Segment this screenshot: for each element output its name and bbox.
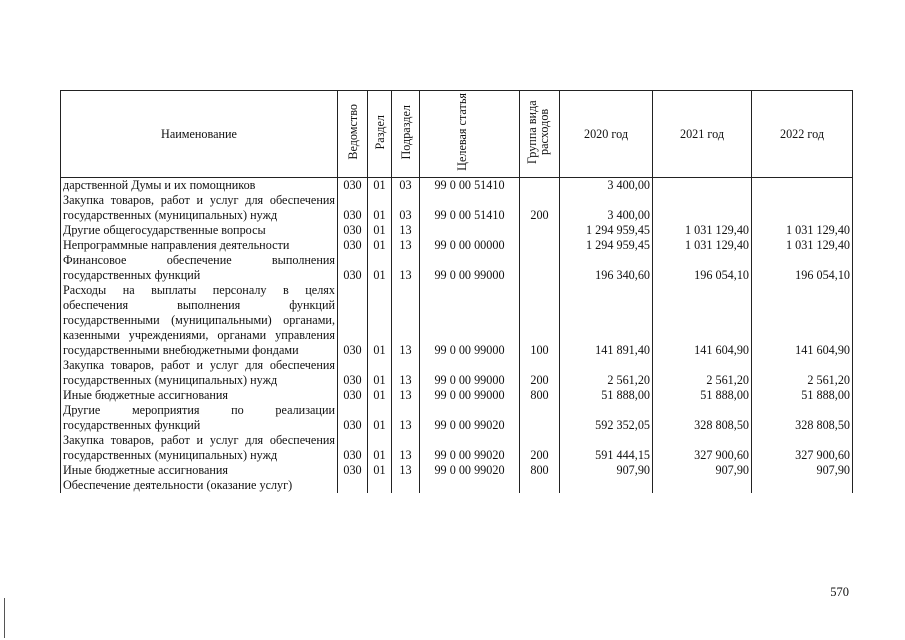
row-group — [520, 223, 560, 238]
row-target: 99 0 00 99020 — [420, 433, 520, 463]
row-section — [368, 478, 392, 493]
row-2022 — [752, 193, 853, 223]
row-2021: 1 031 129,40 — [653, 223, 752, 238]
table-row — [61, 223, 853, 238]
row-subsection: 03 — [392, 178, 420, 194]
row-2021: 327 900,60 — [653, 433, 752, 463]
row-subsection: 13 — [392, 433, 420, 463]
row-subsection: 13 — [392, 223, 420, 238]
row-name: Другие мероприятия по реализации государственных функций — [61, 403, 338, 433]
row-2020: 1 294 959,45 — [560, 223, 653, 238]
row-group: 200 — [520, 433, 560, 463]
row-group: 100 — [520, 283, 560, 358]
row-department: 030 — [338, 178, 368, 194]
row-target: 99 0 00 99020 — [420, 403, 520, 433]
row-2021 — [653, 193, 752, 223]
row-group: 800 — [520, 463, 560, 478]
row-name: Непрограммные направления деятельности — [61, 238, 338, 253]
page-number: 570 — [830, 585, 849, 599]
row-department: 030 — [338, 403, 368, 433]
row-2022: 2 561,20 — [752, 358, 853, 388]
row-name: Финансовое обеспечение выполнения государственных функций — [61, 253, 338, 283]
row-2022: 907,90 — [752, 463, 853, 478]
row-2022: 196 054,10 — [752, 253, 853, 283]
row-name: Другие общегосударственные вопросы — [61, 223, 338, 238]
row-2020: 51 888,00 — [560, 388, 653, 403]
row-subsection: 13 — [392, 283, 420, 358]
row-name: дарственной Думы и их помощников — [61, 178, 338, 194]
row-section: 01 — [368, 388, 392, 403]
table-row — [61, 478, 853, 493]
row-target: 99 0 00 99000 — [420, 253, 520, 283]
header-row — [61, 91, 853, 178]
row-group: 200 — [520, 193, 560, 223]
table-row — [61, 463, 853, 478]
row-target — [420, 478, 520, 493]
row-name: Расходы на выплаты персоналу в целях обеспечения выполнения функций государственными (муниципальными) органами, казенными учреждениями, органами управления государственными внебюджетными фондами — [61, 283, 338, 358]
row-name: Иные бюджетные ассигнования — [61, 463, 338, 478]
row-2020: 141 891,40 — [560, 283, 653, 358]
row-subsection: 13 — [392, 253, 420, 283]
row-group: 200 — [520, 358, 560, 388]
row-target: 99 0 00 00000 — [420, 238, 520, 253]
table-row — [61, 283, 853, 358]
margin-line — [4, 598, 5, 638]
header-department: Ведомство — [338, 91, 368, 178]
table-row — [61, 433, 853, 463]
header-subsection: Подраздел — [392, 91, 420, 178]
row-2021 — [653, 178, 752, 194]
header-name: Наименование — [61, 91, 338, 178]
row-2022: 141 604,90 — [752, 283, 853, 358]
row-department — [338, 478, 368, 493]
row-2022: 1 031 129,40 — [752, 238, 853, 253]
row-group — [520, 238, 560, 253]
row-2020: 907,90 — [560, 463, 653, 478]
header-group: Группа вида расходов — [520, 91, 560, 178]
header-target: Целевая статья — [420, 91, 520, 178]
row-2022: 51 888,00 — [752, 388, 853, 403]
row-section: 01 — [368, 253, 392, 283]
row-section: 01 — [368, 358, 392, 388]
row-2021: 51 888,00 — [653, 388, 752, 403]
table-row — [61, 403, 853, 433]
row-department: 030 — [338, 283, 368, 358]
row-subsection: 03 — [392, 193, 420, 223]
row-2021: 1 031 129,40 — [653, 238, 752, 253]
row-group — [520, 478, 560, 493]
row-2021 — [653, 478, 752, 493]
header-2022: 2022 год — [752, 91, 853, 178]
row-department: 030 — [338, 238, 368, 253]
row-2022: 328 808,50 — [752, 403, 853, 433]
row-2020 — [560, 478, 653, 493]
row-name: Закупка товаров, работ и услуг для обеспечения государственных (муниципальных) нужд — [61, 193, 338, 223]
row-group — [520, 178, 560, 194]
table-row — [61, 178, 853, 194]
row-group — [520, 403, 560, 433]
table-row — [61, 253, 853, 283]
row-2022: 327 900,60 — [752, 433, 853, 463]
row-section: 01 — [368, 238, 392, 253]
row-2021: 907,90 — [653, 463, 752, 478]
row-name: Закупка товаров, работ и услуг для обеспечения государственных (муниципальных) нужд — [61, 358, 338, 388]
table-row — [61, 358, 853, 388]
row-department: 030 — [338, 193, 368, 223]
row-subsection: 13 — [392, 463, 420, 478]
table-row — [61, 388, 853, 403]
row-group — [520, 253, 560, 283]
row-2020: 591 444,15 — [560, 433, 653, 463]
table-row — [61, 238, 853, 253]
row-subsection: 13 — [392, 388, 420, 403]
row-subsection — [392, 478, 420, 493]
row-2020: 3 400,00 — [560, 178, 653, 194]
row-subsection: 13 — [392, 358, 420, 388]
row-section: 01 — [368, 463, 392, 478]
row-2020: 3 400,00 — [560, 193, 653, 223]
row-2021: 141 604,90 — [653, 283, 752, 358]
row-department: 030 — [338, 463, 368, 478]
row-section: 01 — [368, 283, 392, 358]
row-2022: 1 031 129,40 — [752, 223, 853, 238]
row-section: 01 — [368, 193, 392, 223]
row-target: 99 0 00 99000 — [420, 358, 520, 388]
row-target: 99 0 00 99000 — [420, 283, 520, 358]
header-2021: 2021 год — [653, 91, 752, 178]
row-2022 — [752, 178, 853, 194]
row-target: 99 0 00 99020 — [420, 463, 520, 478]
row-target: 99 0 00 51410 — [420, 178, 520, 194]
row-department: 030 — [338, 358, 368, 388]
row-2021: 328 808,50 — [653, 403, 752, 433]
row-section: 01 — [368, 223, 392, 238]
row-section: 01 — [368, 433, 392, 463]
row-group: 800 — [520, 388, 560, 403]
row-2020: 2 561,20 — [560, 358, 653, 388]
row-department: 030 — [338, 253, 368, 283]
row-2020: 196 340,60 — [560, 253, 653, 283]
row-subsection: 13 — [392, 403, 420, 433]
row-section: 01 — [368, 178, 392, 194]
row-2020: 1 294 959,45 — [560, 238, 653, 253]
table-row — [61, 193, 853, 223]
row-department: 030 — [338, 388, 368, 403]
row-2022 — [752, 478, 853, 493]
header-section: Раздел — [368, 91, 392, 178]
row-section: 01 — [368, 403, 392, 433]
row-2020: 592 352,05 — [560, 403, 653, 433]
row-name: Иные бюджетные ассигнования — [61, 388, 338, 403]
row-2021: 2 561,20 — [653, 358, 752, 388]
row-target — [420, 223, 520, 238]
budget-table — [60, 90, 853, 493]
row-department: 030 — [338, 223, 368, 238]
row-name: Закупка товаров, работ и услуг для обеспечения государственных (муниципальных) нужд — [61, 433, 338, 463]
row-2021: 196 054,10 — [653, 253, 752, 283]
row-name: Обеспечение деятельности (оказание услуг) — [61, 478, 338, 493]
row-department: 030 — [338, 433, 368, 463]
header-2020: 2020 год — [560, 91, 653, 178]
row-subsection: 13 — [392, 238, 420, 253]
row-target: 99 0 00 99000 — [420, 388, 520, 403]
row-target: 99 0 00 51410 — [420, 193, 520, 223]
